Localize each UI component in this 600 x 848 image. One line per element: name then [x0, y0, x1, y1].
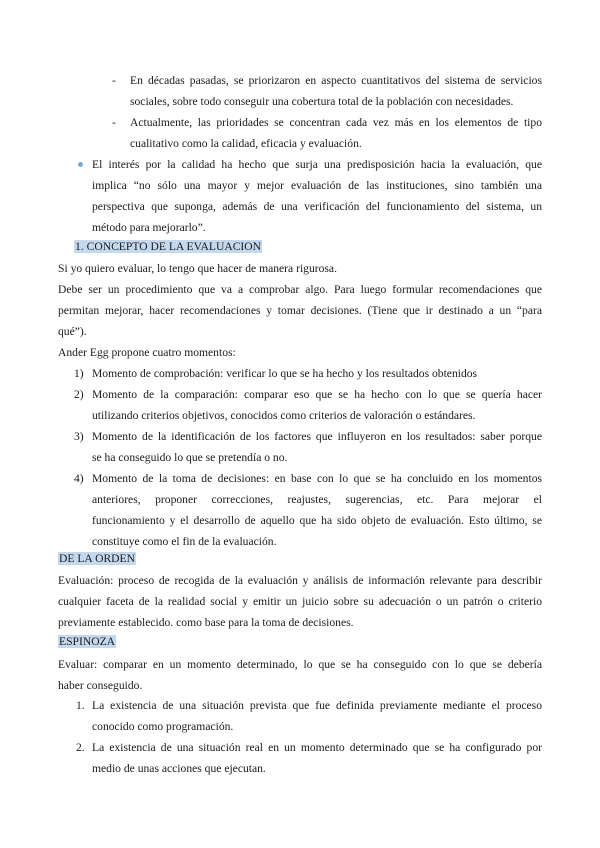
dash-marker: - — [112, 116, 116, 129]
paragraph-line: cualquier faceta de la realidad social y emitir un juicio sobre su adecuación o un patrón o criterio — [58, 595, 542, 608]
list-marker: 2) — [74, 388, 84, 401]
section-heading-text: ESPINOZA — [59, 635, 116, 648]
dash-item-line: Actualmente, las prioridades se concentran cada vez más en los elementos de tipo — [130, 116, 542, 129]
list-item-line: La existencia de una situación real en un momento determinado que se ha configurado por — [92, 741, 542, 754]
list-marker: 4) — [74, 472, 84, 485]
list-marker: 1. — [76, 699, 85, 712]
list-marker: 2. — [76, 741, 85, 754]
dash-item-line: cualitativo como la calidad, eficacia y evaluación. — [130, 137, 362, 150]
paragraph-line: haber conseguido. — [58, 679, 143, 692]
list-item-line: funcionamiento y el desarrollo de aquello que ha sido objeto de evaluación. Esto último, se — [92, 514, 542, 527]
list-item-line: Momento de la comparación: comparar eso que se ha hecho con lo que se quería hacer — [92, 388, 542, 401]
section-heading — [58, 635, 116, 649]
paragraph-line: previamente establecido. como base para la toma de decisiones. — [58, 616, 354, 629]
bullet-line: El interés por la calidad ha hecho que surja una predisposición hacia la evaluación, que — [92, 158, 542, 171]
dash-item-line: En décadas pasadas, se priorizaron en aspecto cuantitativos del sistema de servicios — [130, 74, 542, 87]
list-item-line: se ha conseguido lo que se pretendía o no. — [92, 451, 288, 464]
list-item-line: Momento de la toma de decisiones: en base con lo que se ha concluido en los momentos — [92, 472, 542, 485]
section-heading — [74, 240, 262, 254]
bullet-line: implica “no sólo una mayor y mejor evaluación de las instituciones, sino también una — [92, 179, 542, 192]
dash-item-line: sociales, sobre todo conseguir una cobertura total de la población con necesidades. — [130, 95, 514, 108]
paragraph-line: Evaluar: comparar en un momento determinado, lo que se ha conseguido con lo que se debería — [58, 658, 542, 671]
list-item-line: anteriores, proponer correcciones, reajustes, sugerencias, etc. Para mejorar el — [92, 493, 542, 506]
list-item-line: conocido como programación. — [92, 720, 234, 733]
section-heading — [58, 552, 136, 566]
paragraph-line: Debe ser un procedimiento que va a comprobar algo. Para luego formular recomendaciones que — [58, 283, 542, 296]
bullet-line: perspectiva que suponga, además de una verificación del funcionamiento del sistema, un — [92, 200, 542, 213]
paragraph-line: permitan mejorar, hacer recomendaciones y tomar decisiones. (Tiene que ir destinado a un “para — [58, 304, 542, 317]
dash-marker: - — [112, 74, 116, 87]
section-heading-text: DE LA ORDEN — [59, 552, 135, 565]
list-item-line: Momento de la identificación de los factores que influyeron en los resultados: saber porque — [92, 430, 542, 443]
paragraph-line: qué”). — [58, 325, 87, 338]
list-marker: 3) — [74, 430, 84, 443]
paragraph: Si yo quiero evaluar, lo tengo que hacer de manera rigurosa. — [58, 262, 337, 275]
bullet-dot-icon — [78, 162, 83, 167]
list-item-line: medio de unas acciones que ejecutan. — [92, 762, 266, 775]
paragraph-line: Evaluación: proceso de recogida de la evaluación y análisis de información relevante para describir — [58, 574, 542, 587]
section-heading-text: 1. CONCEPTO DE LA EVALUACION — [75, 240, 262, 253]
list-item-line: utilizando criterios objetivos, conocidos como criterios de valoración o estándares. — [92, 409, 476, 422]
list-marker: 1) — [74, 367, 84, 380]
list-item-line: constituye como el fin de la evaluación. — [92, 535, 277, 548]
paragraph: Ander Egg propone cuatro momentos: — [58, 346, 236, 359]
list-item-line: La existencia de una situación prevista que fue definida previamente mediante el proceso — [92, 699, 542, 712]
bullet-line: método para mejorarlo”. — [92, 221, 206, 234]
list-item-line: Momento de comprobación: verificar lo que se ha hecho y los resultados obtenidos — [92, 367, 478, 380]
